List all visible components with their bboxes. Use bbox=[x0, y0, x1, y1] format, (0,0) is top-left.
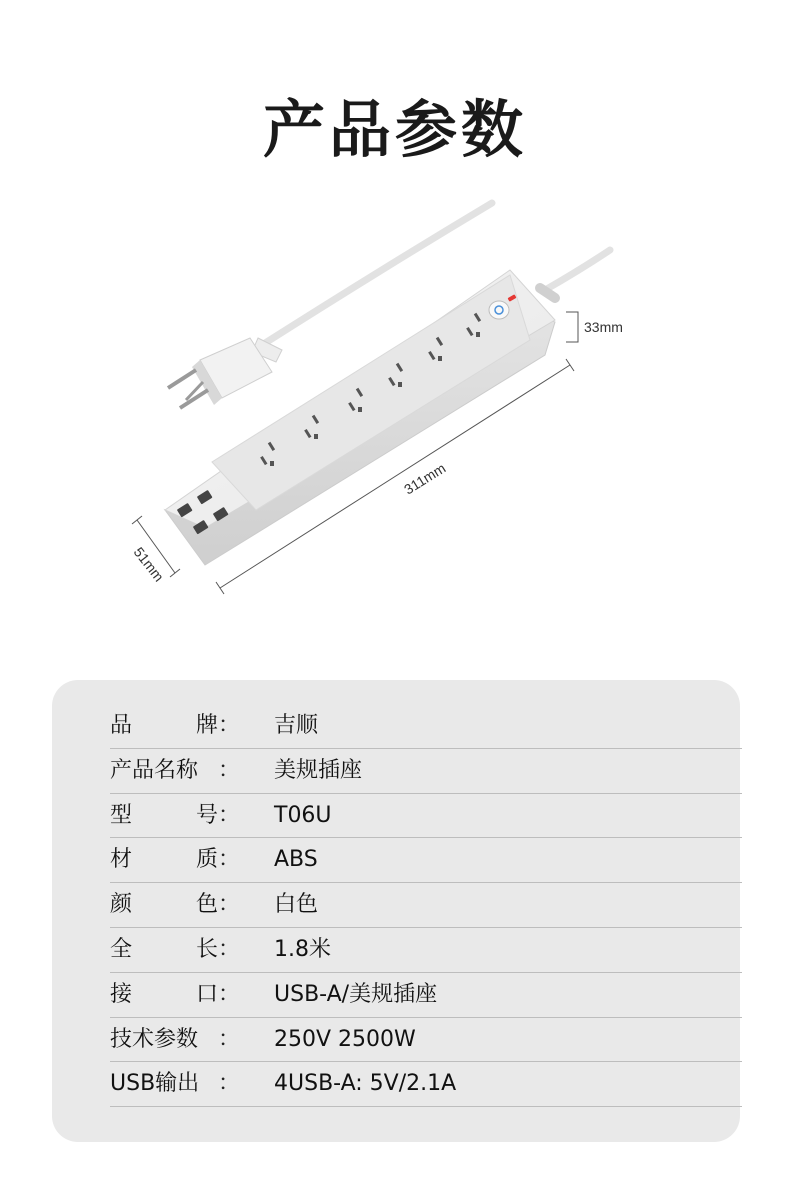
spec-colon: ： bbox=[218, 802, 241, 828]
spec-label bbox=[110, 883, 218, 927]
dimension-height-label: 33mm bbox=[584, 319, 623, 335]
spec-label-text: USB输出 bbox=[110, 1071, 200, 1097]
power-button-icon bbox=[489, 301, 509, 319]
spec-colon: ： bbox=[218, 1071, 241, 1097]
spec-value: ABS bbox=[274, 847, 318, 873]
product-image bbox=[0, 180, 790, 614]
spec-colon: ： bbox=[218, 1026, 241, 1052]
spec-value: 美规插座 bbox=[274, 757, 363, 783]
dimension-width-label: 51mm bbox=[130, 543, 168, 585]
spec-colon: ： bbox=[218, 847, 241, 873]
spec-label bbox=[110, 928, 218, 972]
spec-row bbox=[110, 883, 742, 928]
spec-label-text: 品牌 bbox=[110, 713, 218, 738]
spec-label bbox=[110, 794, 218, 838]
spec-label bbox=[110, 838, 218, 882]
spec-label bbox=[110, 973, 218, 1017]
spec-value: USB-A/美规插座 bbox=[274, 981, 438, 1007]
spec-label-text: 颜色 bbox=[110, 892, 218, 918]
spec-row bbox=[110, 1018, 742, 1063]
spec-colon: ： bbox=[218, 713, 241, 738]
spec-colon: ： bbox=[218, 936, 241, 962]
spec-row bbox=[110, 973, 742, 1018]
spec-value: 250V 2500W bbox=[274, 1026, 416, 1052]
spec-label-text: 型号 bbox=[110, 802, 218, 828]
spec-row bbox=[110, 1062, 742, 1107]
spec-label bbox=[110, 749, 218, 793]
spec-label-text: 全长 bbox=[110, 936, 218, 962]
spec-value: 吉顺 bbox=[274, 713, 319, 738]
spec-colon: ： bbox=[218, 981, 241, 1007]
spec-value: 白色 bbox=[274, 892, 319, 918]
dimension-length-label: 311mm bbox=[401, 459, 449, 498]
plug-icon bbox=[168, 338, 282, 408]
spec-label-text: 接口 bbox=[110, 981, 218, 1007]
spec-colon: ： bbox=[218, 757, 241, 783]
spec-label bbox=[110, 1018, 218, 1062]
spec-label-text: 材质 bbox=[110, 847, 218, 873]
spec-value: 4USB-A: 5V/2.1A bbox=[274, 1071, 457, 1097]
power-strip-illustration bbox=[0, 180, 790, 610]
spec-row bbox=[110, 794, 742, 839]
spec-row bbox=[110, 928, 742, 973]
spec-label bbox=[110, 704, 218, 748]
spec-row bbox=[110, 749, 742, 794]
spec-row bbox=[110, 838, 742, 883]
spec-label-text: 产品名称 bbox=[110, 757, 199, 783]
spec-label bbox=[110, 1062, 218, 1106]
page-title: 产品参数 bbox=[262, 93, 527, 166]
spec-table bbox=[110, 704, 742, 1107]
spec-row bbox=[110, 704, 742, 749]
spec-label-text: 技术参数 bbox=[110, 1026, 199, 1052]
spec-value: T06U bbox=[274, 802, 332, 828]
spec-colon: ： bbox=[218, 892, 241, 918]
spec-value: 1.8米 bbox=[274, 936, 331, 962]
dimension-height bbox=[566, 312, 578, 342]
spec-card bbox=[52, 680, 740, 1142]
